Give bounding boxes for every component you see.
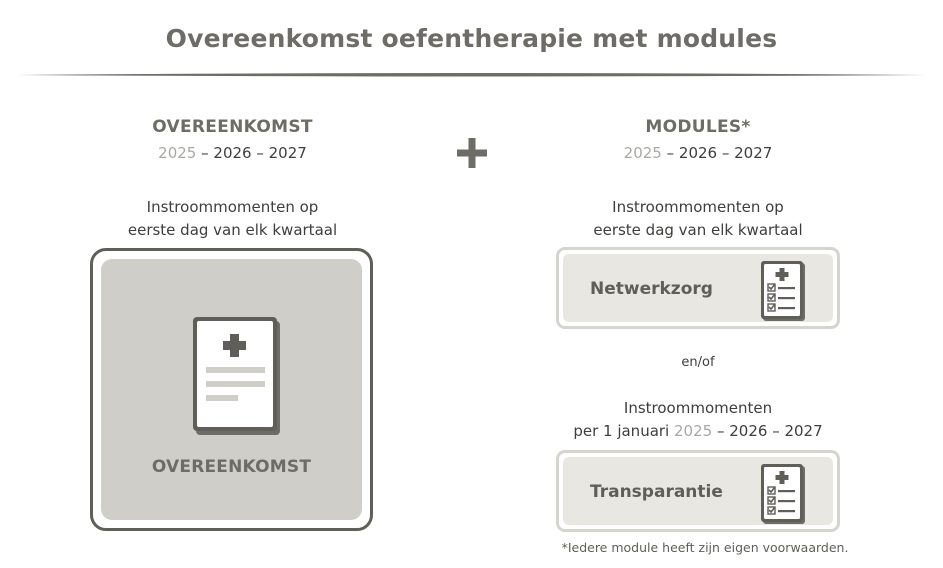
year-2027: 2027 [734, 144, 773, 162]
page-title: Overeenkomst oefentherapie met modules [165, 24, 778, 53]
module-card-panel [563, 457, 833, 525]
year-2025: 2025 [158, 144, 197, 162]
year-dash: – [712, 422, 730, 440]
intake-line-2: eerste dag van elk kwartaal [127, 221, 338, 239]
agreement-card [90, 248, 373, 531]
agreement-years [91, 144, 374, 162]
agreement-intake-text [61, 196, 404, 242]
footnote: *Iedere module heeft zijn eigen voorwaarden. [561, 540, 849, 555]
intake-line-2: eerste dag van elk kwartaal [593, 221, 803, 239]
module-card-netwerkzorg [556, 247, 840, 329]
document-medical-icon [193, 317, 283, 437]
year-2027: 2027 [268, 144, 307, 162]
transparency-intake-text [526, 397, 870, 443]
intake-line-2 [526, 420, 870, 443]
module-card-panel [563, 254, 833, 322]
modules-intake-text [526, 196, 870, 242]
agreement-card-panel [101, 259, 362, 520]
agreement-heading: OVEREENKOMST [152, 117, 313, 137]
year-2027: 2027 [784, 422, 823, 440]
intake-line-1: Instroommomenten op [612, 198, 784, 216]
year-2026: 2026 [213, 144, 252, 162]
intake-prefix: per 1 januari [573, 422, 674, 440]
medical-checklist-icon [761, 464, 805, 524]
year-2026: 2026 [729, 422, 768, 440]
year-2025: 2025 [674, 422, 713, 440]
and-or-text: en/of [681, 355, 715, 370]
title-divider [18, 72, 925, 78]
medical-checklist-icon [761, 261, 805, 321]
modules-heading: MODULES* [645, 117, 751, 137]
plus-icon [457, 138, 487, 168]
modules-years [556, 144, 840, 162]
intake-line-1: Instroommomenten [623, 399, 773, 417]
module-label-transparantie: Transparantie [590, 482, 723, 502]
module-card-transparantie [556, 450, 840, 532]
year-dash: – [251, 144, 269, 162]
module-label-netwerkzorg: Netwerkzorg [590, 279, 713, 299]
year-dash: – [196, 144, 214, 162]
intake-line-1: Instroommomenten op [146, 198, 319, 216]
year-dash: – [767, 422, 785, 440]
year-2025: 2025 [623, 144, 662, 162]
year-dash: – [661, 144, 679, 162]
agreement-card-label: OVEREENKOMST [151, 457, 312, 477]
year-2026: 2026 [678, 144, 718, 162]
year-dash: – [717, 144, 735, 162]
